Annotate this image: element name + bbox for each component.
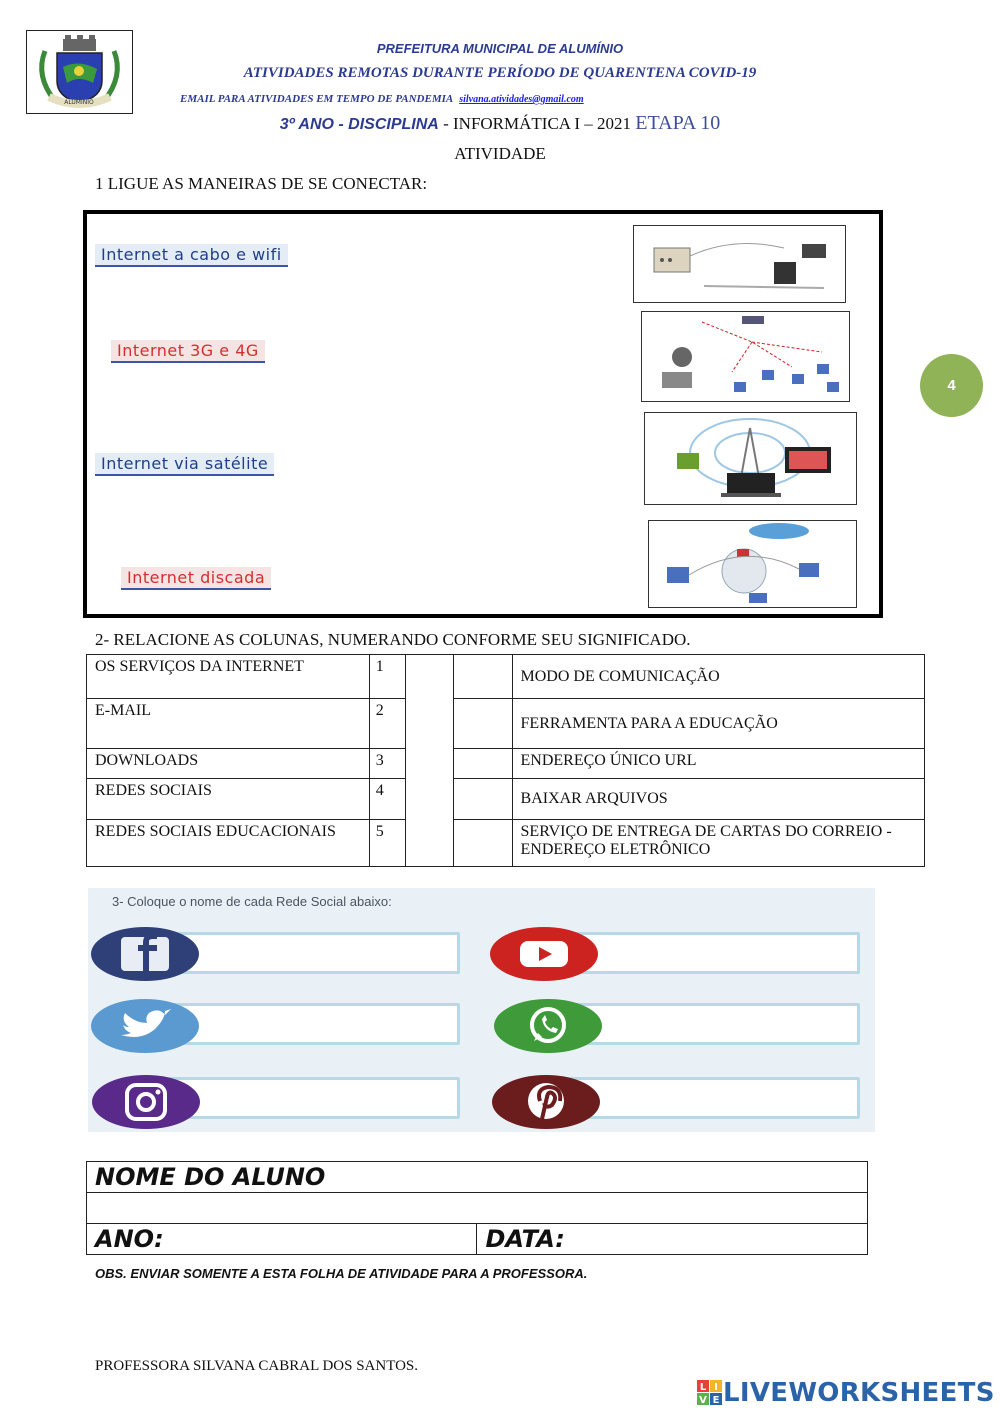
date-label[interactable]: DATA: — [477, 1224, 868, 1255]
answer-input-cell[interactable] — [453, 779, 512, 820]
answer-input-cell[interactable] — [453, 820, 512, 867]
header-email-line — [180, 93, 584, 105]
answer-input-cell[interactable] — [453, 655, 512, 699]
relate-columns-table — [86, 654, 925, 867]
facebook-icon — [91, 927, 199, 981]
answer-input-cell[interactable] — [453, 749, 512, 779]
svg-text:I: I — [714, 1382, 718, 1393]
observation-note: OBS. ENVIAR SOMENTE A ESTA FOLHA DE ATIVIDADE PARA A PROFESSORA. — [95, 1266, 588, 1281]
whatsapp-icon — [494, 999, 602, 1053]
answer-input-cell[interactable] — [453, 699, 512, 749]
term-cell: REDES SOCIAIS EDUCACIONAIS — [87, 820, 370, 867]
cable-wifi-picture[interactable] — [633, 225, 846, 303]
instagram-answer-field[interactable] — [168, 1077, 460, 1119]
dish-icon — [672, 347, 692, 367]
3g-4g-network-picture[interactable] — [641, 311, 850, 402]
table-row — [87, 779, 925, 820]
header-remote-activities: ATIVIDADES REMOTAS DURANTE PERÍODO DE QUARENTENA COVID-19 — [243, 65, 757, 81]
grade-label: 3º ANO - DISCIPLINA — [279, 116, 439, 133]
pinterest-icon — [492, 1075, 600, 1129]
youtube-icon — [490, 927, 598, 981]
teacher-name: PROFESSORA SILVANA CABRAL DOS SANTOS. — [95, 1358, 419, 1374]
meaning-cell: FERRAMENTA PARA A EDUCAÇÃO — [512, 699, 924, 749]
facebook-answer-field[interactable] — [168, 932, 460, 974]
table-row — [87, 749, 925, 779]
year-label[interactable]: ANO: — [87, 1224, 477, 1255]
term-cell: REDES SOCIAIS — [87, 779, 370, 820]
svg-text:E: E — [712, 1395, 720, 1406]
number-cell: 1 — [369, 655, 405, 699]
student-info-table — [86, 1161, 868, 1255]
connection-matching-box — [83, 210, 883, 618]
term-cell: OS SERVIÇOS DA INTERNET — [87, 655, 370, 699]
meaning-cell: ENDEREÇO ÚNICO URL — [512, 749, 924, 779]
liveworksheets-wordmark: LIVEWORKSHEETS — [723, 1378, 995, 1408]
subject-label: - INFORMÁTICA I – 2021 — [443, 114, 632, 133]
spacer-cell — [405, 655, 453, 867]
activity-heading: ATIVIDADE — [454, 144, 546, 163]
meaning-cell: BAIXAR ARQUIVOS — [512, 779, 924, 820]
number-cell: 4 — [369, 779, 405, 820]
liveworksheets-logo[interactable] — [697, 1378, 995, 1408]
table-row — [87, 699, 925, 749]
connection-option-0[interactable]: Internet a cabo e wifi — [95, 244, 288, 267]
satellite-wireless-picture[interactable] — [644, 412, 857, 505]
question2-title: 2- RELACIONE AS COLUNAS, NUMERANDO CONFORME SEU SIGNIFICADO. — [95, 630, 691, 649]
dialup-picture[interactable] — [648, 520, 857, 608]
youtube-answer-field[interactable] — [568, 932, 860, 974]
term-cell: DOWNLOADS — [87, 749, 370, 779]
svg-text:L: L — [699, 1382, 707, 1393]
connection-option-1[interactable]: Internet 3G e 4G — [111, 340, 265, 363]
term-cell: E-MAIL — [87, 699, 370, 749]
phone-icon — [677, 453, 699, 469]
svg-text:ALUMÍNIO: ALUMÍNIO — [64, 99, 94, 106]
question3-title: 3- Coloque o nome de cada Rede Social abaixo: — [112, 894, 392, 909]
whatsapp-answer-field[interactable] — [568, 1003, 860, 1045]
svg-text:V: V — [699, 1395, 707, 1406]
header-municipality: PREFEITURA MUNICIPAL DE ALUMÍNIO — [376, 41, 624, 56]
pc-icon — [667, 567, 689, 583]
laptop-icon — [727, 473, 775, 493]
social-network-panel — [88, 888, 875, 1132]
router-icon — [802, 244, 826, 258]
number-cell: 5 — [369, 820, 405, 867]
number-cell: 2 — [369, 699, 405, 749]
satellite-icon — [742, 316, 764, 324]
meaning-cell: SERVIÇO DE ENTREGA DE CARTAS DO CORREIO - ENDEREÇO ELETRÔNICO — [512, 820, 924, 867]
table-row — [87, 820, 925, 867]
instagram-icon — [92, 1075, 200, 1129]
twitter-answer-field[interactable] — [168, 1003, 460, 1045]
connection-option-3[interactable]: Internet discada — [121, 567, 271, 590]
question1-title: 1 LIGUE AS MANEIRAS DE SE CONECTAR: — [95, 174, 428, 193]
number-cell: 3 — [369, 749, 405, 779]
etapa-label: ETAPA 10 — [635, 112, 721, 134]
liveworksheets-mark-icon — [697, 1380, 723, 1406]
student-name-label: NOME DO ALUNO — [87, 1162, 868, 1193]
page-number-badge: 4 — [920, 354, 983, 417]
cloud-icon — [749, 523, 809, 539]
computer-icon — [774, 262, 796, 284]
pinterest-answer-field[interactable] — [568, 1077, 860, 1119]
email-label: EMAIL PARA ATIVIDADES EM TEMPO DE PANDEMIA — [180, 93, 454, 105]
header-course-line — [0, 112, 1000, 135]
twitter-icon — [91, 999, 199, 1053]
student-name-field[interactable] — [87, 1193, 868, 1224]
meaning-cell: MODO DE COMUNICAÇÃO — [512, 655, 924, 699]
table-row — [87, 655, 925, 699]
connection-option-2[interactable]: Internet via satélite — [95, 453, 274, 476]
email-link[interactable]: silvana.atividades@gmail.com — [459, 94, 584, 105]
